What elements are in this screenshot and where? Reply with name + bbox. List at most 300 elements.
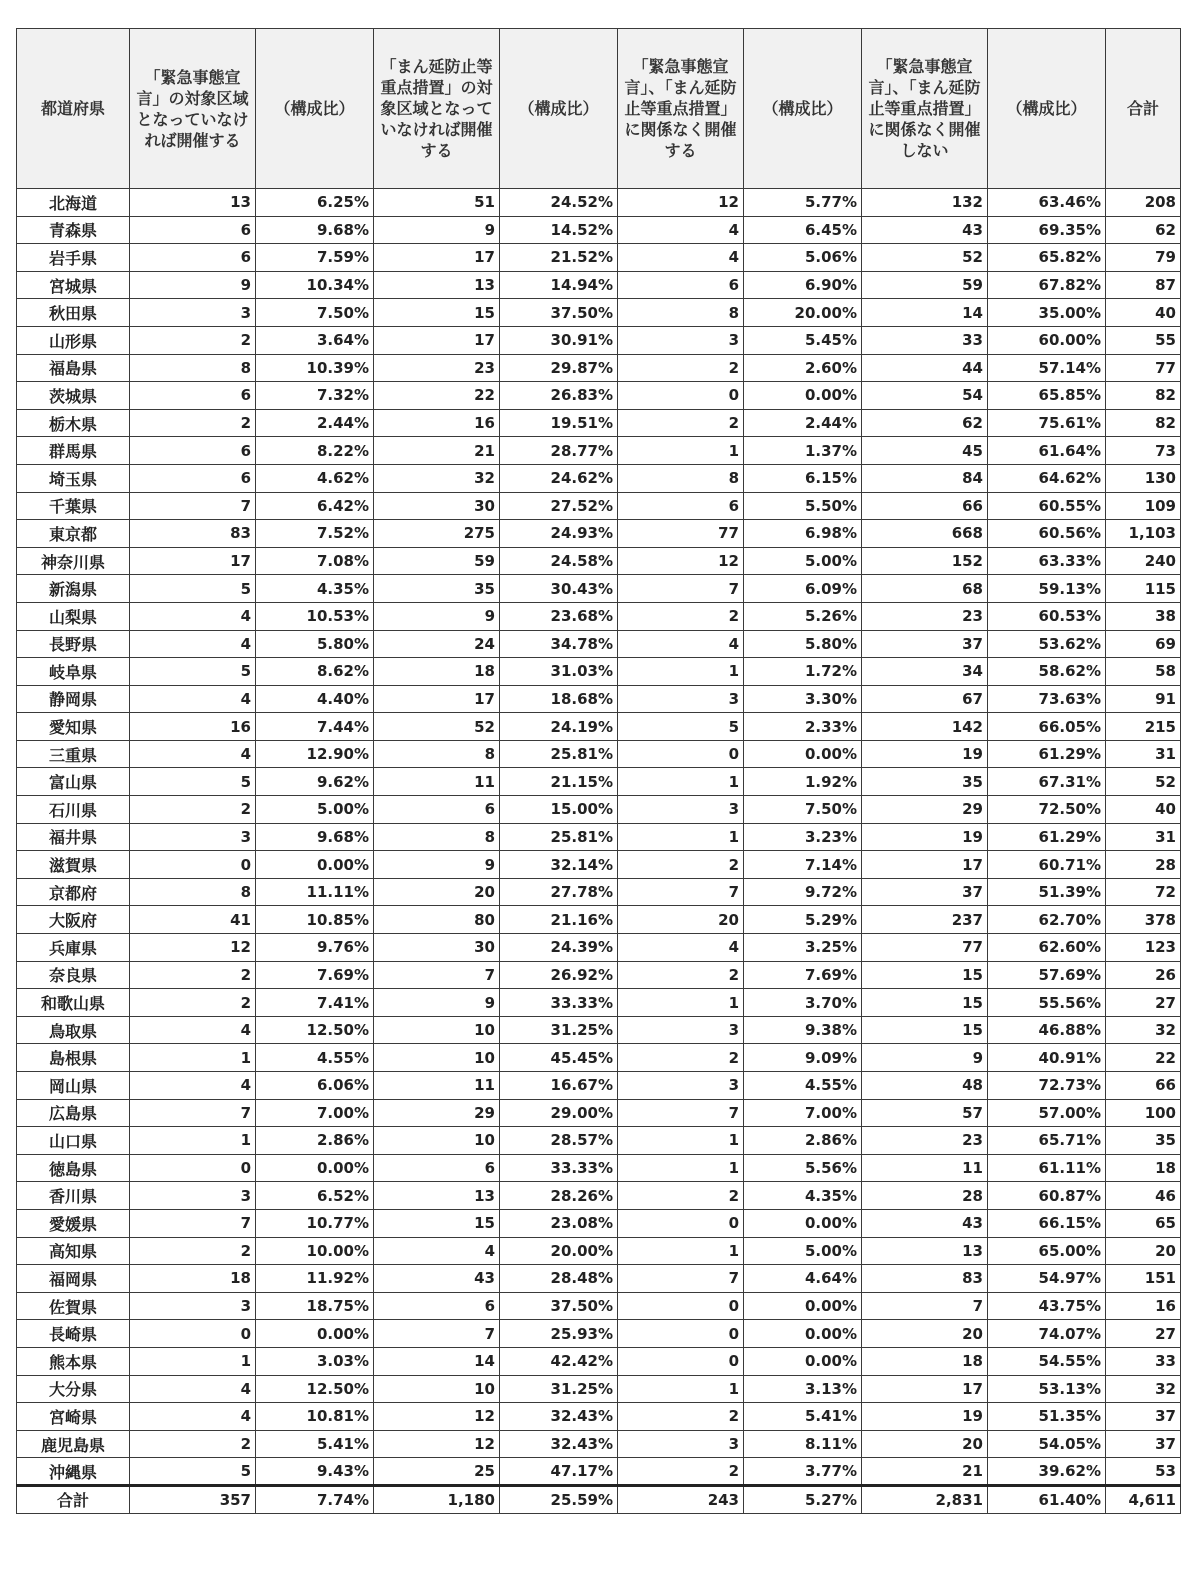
ratio-cell: 5.56% [744, 1154, 862, 1182]
ratio-cell: 3.23% [744, 823, 862, 851]
ratio-cell: 61.11% [988, 1154, 1106, 1182]
prefecture-cell: 京都府 [17, 878, 130, 906]
count-cell: 11 [862, 1154, 988, 1182]
table-row [17, 1182, 1181, 1210]
ratio-cell: 1.92% [744, 768, 862, 796]
ratio-cell: 0.00% [744, 382, 862, 410]
count-cell: 41 [130, 906, 256, 934]
header-not-hold-regardless: 「緊急事態宣言」、「まん延防止等重点措置」に関係なく開催しない [862, 29, 988, 189]
ratio-cell: 3.30% [744, 685, 862, 713]
count-cell: 15 [862, 961, 988, 989]
ratio-cell: 7.00% [256, 1099, 374, 1127]
count-cell: 3 [618, 1016, 744, 1044]
ratio-cell: 4.55% [256, 1044, 374, 1072]
count-cell: 11 [374, 1072, 500, 1100]
count-cell: 12 [618, 547, 744, 575]
count-cell: 3 [130, 1292, 256, 1320]
table-row [17, 1072, 1181, 1100]
count-cell: 20 [862, 1320, 988, 1348]
table-row [17, 878, 1181, 906]
count-cell: 7 [862, 1292, 988, 1320]
count-cell: 9 [374, 989, 500, 1017]
ratio-cell: 26.92% [500, 961, 618, 989]
count-cell: 1 [618, 437, 744, 465]
ratio-cell: 4.64% [744, 1265, 862, 1293]
count-cell: 6 [374, 1292, 500, 1320]
count-cell: 3 [130, 1182, 256, 1210]
ratio-cell: 0.00% [744, 1347, 862, 1375]
table-row [17, 906, 1181, 934]
table-row [17, 575, 1181, 603]
count-cell: 1 [130, 1044, 256, 1072]
total-value-cell: 2,831 [862, 1485, 988, 1513]
ratio-cell: 12.90% [256, 740, 374, 768]
table-row [17, 1292, 1181, 1320]
ratio-cell: 2.33% [744, 713, 862, 741]
count-cell: 14 [862, 299, 988, 327]
count-cell: 4 [618, 216, 744, 244]
ratio-cell: 0.00% [256, 851, 374, 879]
count-cell: 4 [130, 602, 256, 630]
count-cell: 10 [374, 1127, 500, 1155]
count-cell: 48 [862, 1072, 988, 1100]
total-cell: 82 [1106, 382, 1181, 410]
table-row [17, 409, 1181, 437]
ratio-cell: 7.14% [744, 851, 862, 879]
ratio-cell: 7.32% [256, 382, 374, 410]
count-cell: 77 [862, 934, 988, 962]
count-cell: 13 [130, 189, 256, 217]
count-cell: 5 [618, 713, 744, 741]
count-cell: 132 [862, 189, 988, 217]
count-cell: 12 [618, 189, 744, 217]
ratio-cell: 33.33% [500, 989, 618, 1017]
ratio-cell: 7.69% [256, 961, 374, 989]
ratio-cell: 58.62% [988, 658, 1106, 686]
ratio-cell: 67.31% [988, 768, 1106, 796]
ratio-cell: 27.52% [500, 492, 618, 520]
ratio-cell: 37.50% [500, 1292, 618, 1320]
count-cell: 19 [862, 740, 988, 768]
ratio-cell: 60.87% [988, 1182, 1106, 1210]
ratio-cell: 2.60% [744, 354, 862, 382]
table-row [17, 1458, 1181, 1486]
count-cell: 6 [130, 382, 256, 410]
ratio-cell: 4.40% [256, 685, 374, 713]
total-cell: 58 [1106, 658, 1181, 686]
count-cell: 237 [862, 906, 988, 934]
total-cell: 82 [1106, 409, 1181, 437]
ratio-cell: 65.82% [988, 244, 1106, 272]
count-cell: 0 [618, 1292, 744, 1320]
ratio-cell: 65.71% [988, 1127, 1106, 1155]
prefecture-cell: 鳥取県 [17, 1016, 130, 1044]
count-cell: 67 [862, 685, 988, 713]
total-cell: 109 [1106, 492, 1181, 520]
ratio-cell: 6.09% [744, 575, 862, 603]
total-label: 合計 [17, 1485, 130, 1513]
prefecture-cell: 大分県 [17, 1375, 130, 1403]
ratio-cell: 5.41% [256, 1430, 374, 1458]
ratio-cell: 73.63% [988, 685, 1106, 713]
total-cell: 87 [1106, 271, 1181, 299]
count-cell: 1 [618, 1375, 744, 1403]
count-cell: 8 [130, 354, 256, 382]
count-cell: 83 [130, 520, 256, 548]
total-cell: 27 [1106, 989, 1181, 1017]
count-cell: 62 [862, 409, 988, 437]
ratio-cell: 57.69% [988, 961, 1106, 989]
count-cell: 23 [374, 354, 500, 382]
table-row [17, 1320, 1181, 1348]
prefecture-cell: 福井県 [17, 823, 130, 851]
prefecture-cell: 高知県 [17, 1237, 130, 1265]
ratio-cell: 57.14% [988, 354, 1106, 382]
count-cell: 3 [618, 685, 744, 713]
prefecture-cell: 熊本県 [17, 1347, 130, 1375]
total-cell: 37 [1106, 1403, 1181, 1431]
count-cell: 54 [862, 382, 988, 410]
ratio-cell: 61.64% [988, 437, 1106, 465]
total-cell: 28 [1106, 851, 1181, 879]
ratio-cell: 5.00% [744, 547, 862, 575]
ratio-cell: 0.00% [744, 1209, 862, 1237]
table-row [17, 823, 1181, 851]
ratio-cell: 28.57% [500, 1127, 618, 1155]
prefecture-cell: 徳島県 [17, 1154, 130, 1182]
total-cell: 72 [1106, 878, 1181, 906]
ratio-cell: 10.81% [256, 1403, 374, 1431]
ratio-cell: 9.43% [256, 1458, 374, 1486]
total-cell: 378 [1106, 906, 1181, 934]
table-row [17, 1209, 1181, 1237]
ratio-cell: 42.42% [500, 1347, 618, 1375]
ratio-cell: 65.85% [988, 382, 1106, 410]
count-cell: 7 [130, 1099, 256, 1127]
table-row [17, 547, 1181, 575]
count-cell: 6 [618, 271, 744, 299]
ratio-cell: 7.69% [744, 961, 862, 989]
count-cell: 44 [862, 354, 988, 382]
total-cell: 18 [1106, 1154, 1181, 1182]
prefecture-cell: 和歌山県 [17, 989, 130, 1017]
count-cell: 2 [130, 326, 256, 354]
table-row [17, 1127, 1181, 1155]
count-cell: 43 [862, 216, 988, 244]
ratio-cell: 69.35% [988, 216, 1106, 244]
total-value-cell: 7.74% [256, 1485, 374, 1513]
table-row [17, 851, 1181, 879]
ratio-cell: 29.00% [500, 1099, 618, 1127]
count-cell: 2 [130, 796, 256, 824]
count-cell: 8 [374, 823, 500, 851]
table-row [17, 464, 1181, 492]
table-row [17, 1265, 1181, 1293]
count-cell: 4 [130, 1072, 256, 1100]
ratio-cell: 28.77% [500, 437, 618, 465]
prefecture-cell: 富山県 [17, 768, 130, 796]
count-cell: 7 [618, 1099, 744, 1127]
ratio-cell: 9.68% [256, 216, 374, 244]
prefecture-cell: 広島県 [17, 1099, 130, 1127]
prefecture-cell: 宮城県 [17, 271, 130, 299]
prefecture-cell: 三重県 [17, 740, 130, 768]
count-cell: 28 [862, 1182, 988, 1210]
ratio-cell: 8.22% [256, 437, 374, 465]
ratio-cell: 18.75% [256, 1292, 374, 1320]
count-cell: 2 [130, 1237, 256, 1265]
count-cell: 9 [374, 602, 500, 630]
prefecture-cell: 愛媛県 [17, 1209, 130, 1237]
prefecture-cell: 鹿児島県 [17, 1430, 130, 1458]
total-cell: 16 [1106, 1292, 1181, 1320]
ratio-cell: 6.45% [744, 216, 862, 244]
ratio-cell: 0.00% [744, 1292, 862, 1320]
count-cell: 18 [862, 1347, 988, 1375]
count-cell: 10 [374, 1016, 500, 1044]
ratio-cell: 25.81% [500, 823, 618, 851]
ratio-cell: 40.91% [988, 1044, 1106, 1072]
count-cell: 13 [862, 1237, 988, 1265]
count-cell: 18 [130, 1265, 256, 1293]
prefecture-cell: 宮崎県 [17, 1403, 130, 1431]
count-cell: 35 [374, 575, 500, 603]
table-row [17, 271, 1181, 299]
total-value-cell: 243 [618, 1485, 744, 1513]
count-cell: 3 [618, 1072, 744, 1100]
ratio-cell: 5.41% [744, 1403, 862, 1431]
prefecture-cell: 岡山県 [17, 1072, 130, 1100]
count-cell: 0 [130, 1154, 256, 1182]
ratio-cell: 4.35% [256, 575, 374, 603]
ratio-cell: 5.06% [744, 244, 862, 272]
ratio-cell: 62.70% [988, 906, 1106, 934]
ratio-cell: 2.86% [744, 1127, 862, 1155]
count-cell: 3 [618, 1430, 744, 1458]
prefecture-cell: 新潟県 [17, 575, 130, 603]
count-cell: 68 [862, 575, 988, 603]
ratio-cell: 75.61% [988, 409, 1106, 437]
ratio-cell: 4.55% [744, 1072, 862, 1100]
total-cell: 32 [1106, 1375, 1181, 1403]
count-cell: 8 [618, 299, 744, 327]
count-cell: 17 [862, 851, 988, 879]
count-cell: 29 [862, 796, 988, 824]
ratio-cell: 24.62% [500, 464, 618, 492]
ratio-cell: 54.05% [988, 1430, 1106, 1458]
count-cell: 4 [130, 630, 256, 658]
count-cell: 5 [130, 575, 256, 603]
ratio-cell: 3.77% [744, 1458, 862, 1486]
ratio-cell: 10.34% [256, 271, 374, 299]
ratio-cell: 65.00% [988, 1237, 1106, 1265]
count-cell: 1 [130, 1127, 256, 1155]
count-cell: 21 [862, 1458, 988, 1486]
ratio-cell: 31.03% [500, 658, 618, 686]
ratio-cell: 60.53% [988, 602, 1106, 630]
count-cell: 15 [374, 1209, 500, 1237]
ratio-cell: 7.41% [256, 989, 374, 1017]
total-cell: 151 [1106, 1265, 1181, 1293]
count-cell: 5 [130, 658, 256, 686]
count-cell: 8 [130, 878, 256, 906]
count-cell: 14 [374, 1347, 500, 1375]
ratio-cell: 20.00% [500, 1237, 618, 1265]
prefecture-cell: 福岡県 [17, 1265, 130, 1293]
count-cell: 19 [862, 823, 988, 851]
ratio-cell: 24.19% [500, 713, 618, 741]
header-hold-regardless: 「緊急事態宣言」、「まん延防止等重点措置」に関係なく開催する [618, 29, 744, 189]
count-cell: 17 [374, 326, 500, 354]
total-cell: 100 [1106, 1099, 1181, 1127]
count-cell: 17 [374, 685, 500, 713]
count-cell: 9 [374, 216, 500, 244]
ratio-cell: 66.15% [988, 1209, 1106, 1237]
count-cell: 9 [374, 851, 500, 879]
count-cell: 32 [374, 464, 500, 492]
total-cell: 46 [1106, 1182, 1181, 1210]
ratio-cell: 14.52% [500, 216, 618, 244]
ratio-cell: 21.16% [500, 906, 618, 934]
count-cell: 10 [374, 1375, 500, 1403]
table-row [17, 1430, 1181, 1458]
ratio-cell: 7.50% [744, 796, 862, 824]
count-cell: 0 [618, 1347, 744, 1375]
prefecture-cell: 茨城県 [17, 382, 130, 410]
total-value-cell: 61.40% [988, 1485, 1106, 1513]
count-cell: 4 [130, 1375, 256, 1403]
prefecture-cell: 兵庫県 [17, 934, 130, 962]
count-cell: 6 [130, 437, 256, 465]
count-cell: 6 [130, 244, 256, 272]
ratio-cell: 21.52% [500, 244, 618, 272]
count-cell: 11 [374, 768, 500, 796]
ratio-cell: 9.76% [256, 934, 374, 962]
table-row [17, 713, 1181, 741]
ratio-cell: 63.33% [988, 547, 1106, 575]
ratio-cell: 5.80% [744, 630, 862, 658]
count-cell: 3 [130, 823, 256, 851]
table-body [17, 189, 1181, 1514]
ratio-cell: 54.55% [988, 1347, 1106, 1375]
table-row [17, 685, 1181, 713]
count-cell: 2 [618, 602, 744, 630]
ratio-cell: 5.77% [744, 189, 862, 217]
ratio-cell: 1.37% [744, 437, 862, 465]
total-value-cell: 1,180 [374, 1485, 500, 1513]
ratio-cell: 5.00% [744, 1237, 862, 1265]
count-cell: 2 [130, 961, 256, 989]
ratio-cell: 15.00% [500, 796, 618, 824]
count-cell: 2 [618, 1458, 744, 1486]
ratio-cell: 5.29% [744, 906, 862, 934]
ratio-cell: 3.64% [256, 326, 374, 354]
prefecture-cell: 山口県 [17, 1127, 130, 1155]
table-row [17, 189, 1181, 217]
count-cell: 84 [862, 464, 988, 492]
ratio-cell: 60.56% [988, 520, 1106, 548]
count-cell: 0 [618, 1209, 744, 1237]
count-cell: 7 [618, 878, 744, 906]
table-row [17, 989, 1181, 1017]
count-cell: 15 [862, 1016, 988, 1044]
count-cell: 6 [618, 492, 744, 520]
ratio-cell: 3.13% [744, 1375, 862, 1403]
count-cell: 2 [130, 989, 256, 1017]
total-cell: 40 [1106, 299, 1181, 327]
ratio-cell: 61.29% [988, 823, 1106, 851]
table-row [17, 658, 1181, 686]
ratio-cell: 4.35% [744, 1182, 862, 1210]
ratio-cell: 5.00% [256, 796, 374, 824]
count-cell: 4 [618, 934, 744, 962]
ratio-cell: 66.05% [988, 713, 1106, 741]
ratio-cell: 16.67% [500, 1072, 618, 1100]
ratio-cell: 28.48% [500, 1265, 618, 1293]
count-cell: 2 [618, 409, 744, 437]
count-cell: 142 [862, 713, 988, 741]
header-prefecture: 都道府県 [17, 29, 130, 189]
ratio-cell: 10.39% [256, 354, 374, 382]
count-cell: 66 [862, 492, 988, 520]
table-row [17, 602, 1181, 630]
ratio-cell: 31.25% [500, 1016, 618, 1044]
table-row [17, 1099, 1181, 1127]
ratio-cell: 11.92% [256, 1265, 374, 1293]
table-row [17, 796, 1181, 824]
count-cell: 17 [862, 1375, 988, 1403]
header-ratio: （構成比） [500, 29, 618, 189]
count-cell: 25 [374, 1458, 500, 1486]
ratio-cell: 39.62% [988, 1458, 1106, 1486]
count-cell: 29 [374, 1099, 500, 1127]
count-cell: 15 [862, 989, 988, 1017]
ratio-cell: 6.06% [256, 1072, 374, 1100]
prefecture-cell: 秋田県 [17, 299, 130, 327]
count-cell: 17 [130, 547, 256, 575]
ratio-cell: 24.58% [500, 547, 618, 575]
ratio-cell: 23.08% [500, 1209, 618, 1237]
ratio-cell: 32.43% [500, 1403, 618, 1431]
table-row [17, 934, 1181, 962]
ratio-cell: 14.94% [500, 271, 618, 299]
total-cell: 32 [1106, 1016, 1181, 1044]
table-row [17, 1237, 1181, 1265]
total-cell: 53 [1106, 1458, 1181, 1486]
total-value-cell: 25.59% [500, 1485, 618, 1513]
total-row [17, 1485, 1181, 1513]
prefecture-cell: 島根県 [17, 1044, 130, 1072]
count-cell: 4 [130, 685, 256, 713]
ratio-cell: 10.53% [256, 602, 374, 630]
prefecture-cell: 群馬県 [17, 437, 130, 465]
ratio-cell: 2.44% [256, 409, 374, 437]
table-row [17, 1016, 1181, 1044]
total-value-cell: 357 [130, 1485, 256, 1513]
ratio-cell: 55.56% [988, 989, 1106, 1017]
ratio-cell: 3.03% [256, 1347, 374, 1375]
ratio-cell: 35.00% [988, 299, 1106, 327]
count-cell: 45 [862, 437, 988, 465]
prefecture-cell: 埼玉県 [17, 464, 130, 492]
ratio-cell: 25.93% [500, 1320, 618, 1348]
table-row [17, 437, 1181, 465]
ratio-cell: 8.62% [256, 658, 374, 686]
count-cell: 4 [618, 244, 744, 272]
ratio-cell: 0.00% [256, 1320, 374, 1348]
ratio-cell: 67.82% [988, 271, 1106, 299]
total-cell: 26 [1106, 961, 1181, 989]
